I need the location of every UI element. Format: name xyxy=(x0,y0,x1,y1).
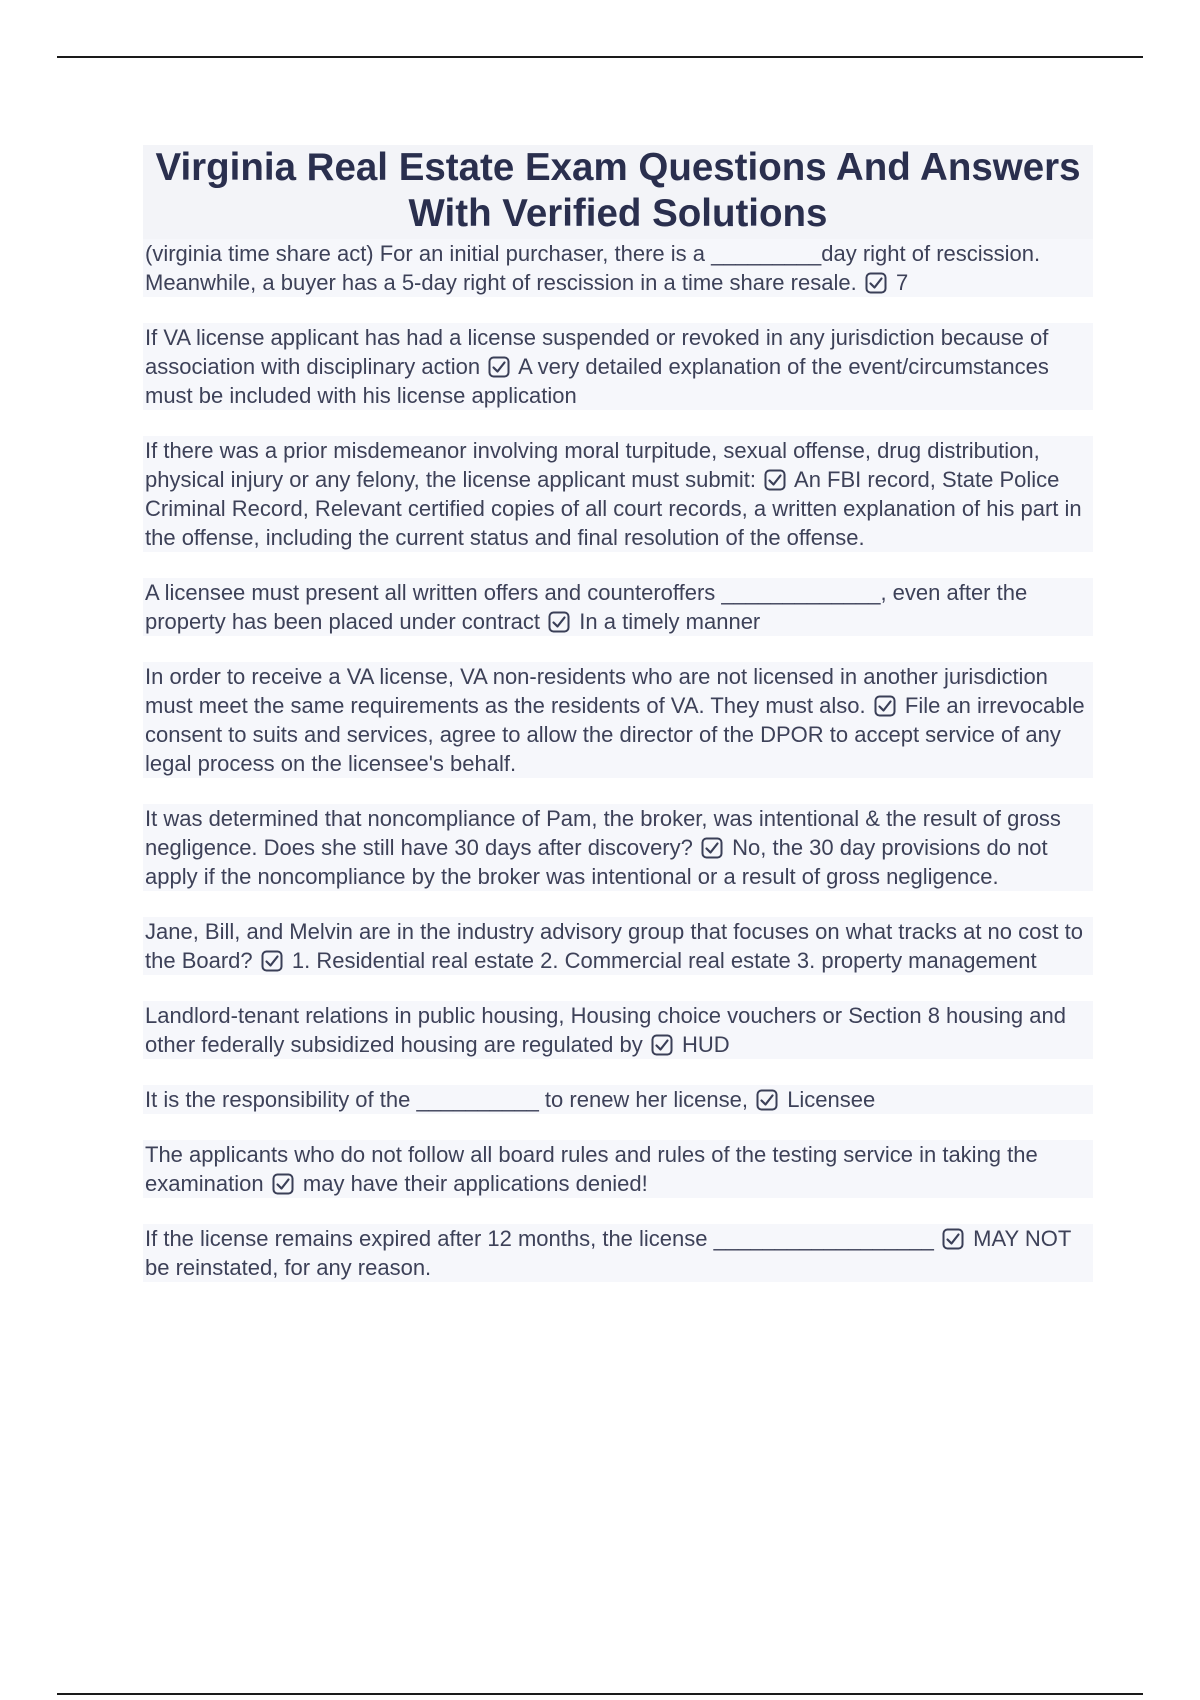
question-text: Landlord-tenant relations in public housing, Housing choice vouchers or Section 8 housing and other federally subsidized housing are regulated by xyxy=(145,1003,1066,1057)
qa-item xyxy=(143,436,1093,552)
qa-item xyxy=(143,1140,1093,1198)
answer-text: No, the 30 day provisions do not apply if the noncompliance by the broker was intentional or a result of gross negligence. xyxy=(145,835,1048,889)
answer-text: Licensee xyxy=(787,1087,876,1112)
checkbox-checked-icon xyxy=(272,1173,294,1195)
question-text: (virginia time share act) For an initial purchaser, there is a _________day right of rescission. Meanwhile, a buyer has a 5-day right of rescission in a time share resale. xyxy=(145,241,1041,295)
checkbox-checked-icon xyxy=(701,837,723,859)
answer-text: MAY NOT be reinstated, for any reason. xyxy=(145,1226,1071,1280)
qa-item xyxy=(143,804,1093,891)
question-text: If VA license applicant has had a license suspended or revoked in any jurisdiction because of association with disciplinary action xyxy=(145,325,1049,379)
answer-text: 7 xyxy=(895,270,909,295)
answer-text: File an irrevocable consent to suits and services, agree to allow the director of the DPOR to accept service of any legal process on the licensee's behalf. xyxy=(145,693,1085,776)
question-text: It is the responsibility of the __________ to renew her license, xyxy=(145,1087,748,1112)
qa-item xyxy=(143,1224,1093,1282)
answer-text: A very detailed explanation of the event/circumstances must be included with his license application xyxy=(145,354,1049,408)
bottom-rule xyxy=(57,1693,1143,1695)
page-title: Virginia Real Estate Exam Questions And Answers With Verified Solutions xyxy=(155,146,1081,235)
answer-text: HUD xyxy=(682,1032,730,1057)
answer-text: In a timely manner xyxy=(579,609,761,634)
checkbox-checked-icon xyxy=(488,356,510,378)
qa-item xyxy=(143,662,1093,778)
answer-text: 1. Residential real estate 2. Commercial real estate 3. property management xyxy=(291,948,1037,973)
question-text: Jane, Bill, and Melvin are in the industry advisory group that focuses on what tracks at no cost to the Board? xyxy=(145,919,1083,973)
title-block xyxy=(143,145,1093,239)
top-rule xyxy=(57,56,1143,58)
checkbox-checked-icon xyxy=(942,1228,964,1250)
qa-item xyxy=(143,917,1093,975)
question-text: The applicants who do not follow all board rules and rules of the testing service in taking the examination xyxy=(145,1142,1038,1196)
qa-item xyxy=(143,239,1093,297)
question-text: If there was a prior misdemeanor involving moral turpitude, sexual offense, drug distribution, physical injury or any felony, the license applicant must submit: xyxy=(145,438,1040,492)
checkbox-checked-icon xyxy=(261,950,283,972)
checkbox-checked-icon xyxy=(651,1034,673,1056)
question-text: A licensee must present all written offers and counteroffers _____________, even after the property has been placed under contract xyxy=(145,580,1028,634)
answer-text: An FBI record, State Police Criminal Record, Relevant certified copies of all court records, a written explanation of his part in the offense, including the current status and final resolution of the offense. xyxy=(145,467,1082,550)
qa-item xyxy=(143,1001,1093,1059)
question-text: In order to receive a VA license, VA non-residents who are not licensed in another jurisdiction must meet the same requirements as the residents of VA. They must also. xyxy=(145,664,1048,718)
document-body xyxy=(143,145,1093,1308)
checkbox-checked-icon xyxy=(874,695,896,717)
qa-item xyxy=(143,323,1093,410)
question-text: It was determined that noncompliance of Pam, the broker, was intentional & the result of gross negligence. Does she still have 30 days after discovery? xyxy=(145,806,1061,860)
checkbox-checked-icon xyxy=(756,1089,778,1111)
qa-item xyxy=(143,1085,1093,1114)
answer-text: may have their applications denied! xyxy=(302,1171,648,1196)
question-text: If the license remains expired after 12 months, the license __________________ xyxy=(145,1226,934,1251)
qa-list xyxy=(143,239,1093,1282)
checkbox-checked-icon xyxy=(865,272,887,294)
qa-item xyxy=(143,578,1093,636)
checkbox-checked-icon xyxy=(764,469,786,491)
checkbox-checked-icon xyxy=(548,611,570,633)
